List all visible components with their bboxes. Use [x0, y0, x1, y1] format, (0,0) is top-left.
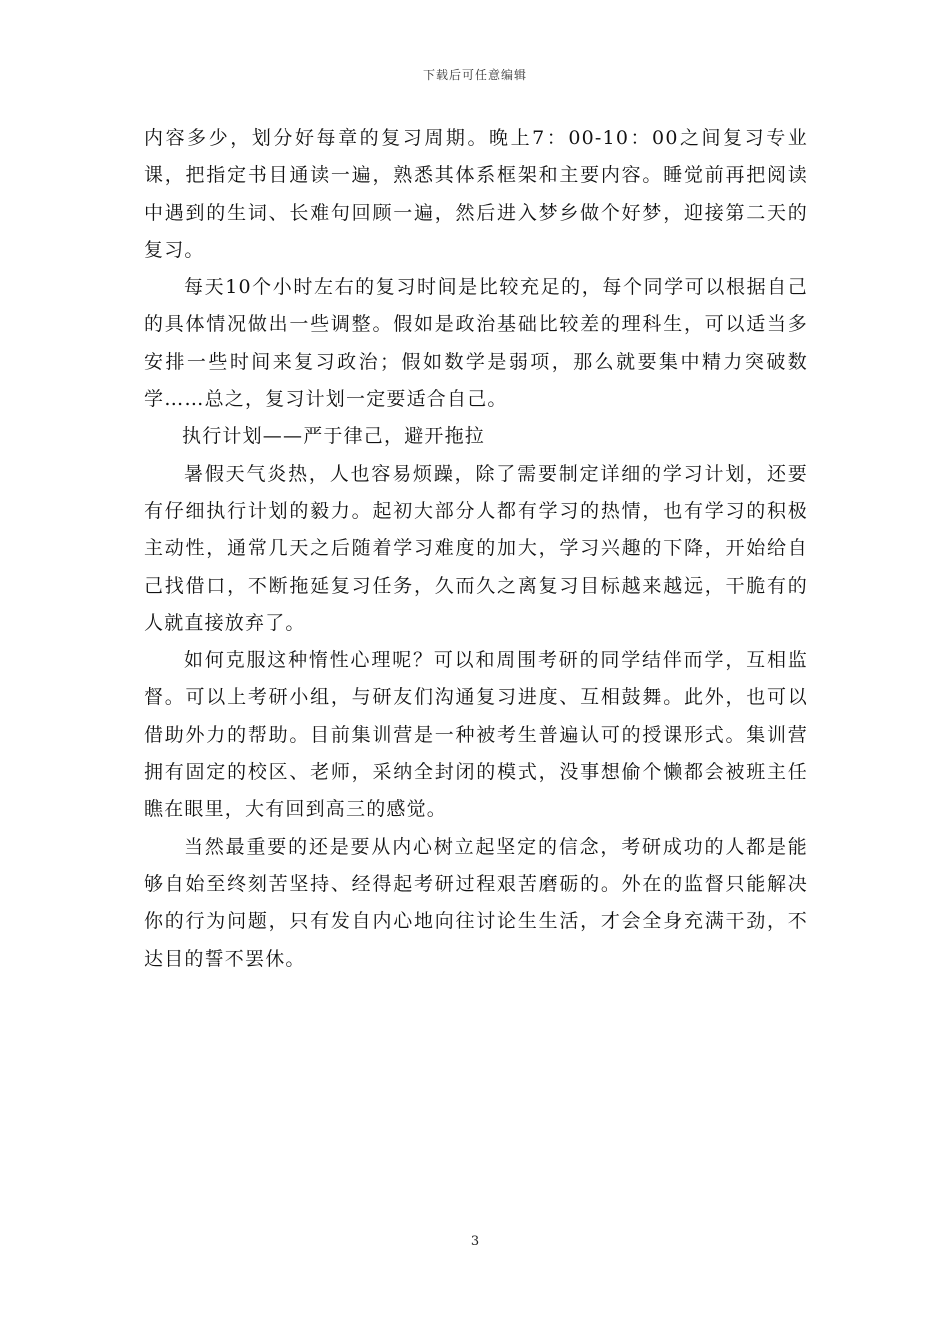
paragraph-summer-discipline: 暑假天气炎热，人也容易烦躁，除了需要制定详细的学习计划，还要有仔细执行计划的毅力。起初大部分人都有学习的热情，也有学习的积极主动性，通常几天之后随着学习难度的加大，学习兴趣的下降，开始给自己找借口，不断拖延复习任务，久而久之离复习目标越来越远，干脆有的人就直接放弃了。 — [144, 462, 808, 634]
paragraph-study-hours: 每天10个小时左右的复习时间是比较充足的，每个同学可以根据自己的具体情况做出一些调整。假如是政治基础比较差的理科生，可以适当多安排一些时间来复习政治；假如数学是弱项，那么就要集中精力突破数学……总之，复习计划一定要适合自己。 — [144, 276, 808, 411]
paragraph-continuation: 内容多少，划分好每章的复习周期。晚上7：00-10：00之间复习专业课，把指定书目通读一遍，熟悉其体系框架和主要内容。睡觉前再把阅读中遇到的生词、长难句回顾一遍，然后进入梦乡做个好梦，迎接第二天的复习。 — [144, 127, 808, 261]
paragraph-inner-belief: 当然最重要的还是要从内心树立起坚定的信念，考研成功的人都是能够自始至终刻苦坚持、经得起考研过程艰苦磨砺的。外在的监督只能解决你的行为问题，只有发自内心地向往讨论生生活，才会全身充满干劲，不达目的誓不罢休。 — [144, 835, 808, 970]
page-number: 3 — [470, 1234, 480, 1249]
document-body — [144, 120, 808, 978]
section-heading: 执行计划——严于律己，避开拖拉 — [182, 425, 486, 448]
page-header: 下载后可任意编辑 — [422, 68, 527, 82]
paragraph-overcome-laziness: 如何克服这种惰性心理呢？可以和周围考研的同学结伴而学，互相监督。可以上考研小组，与研友们沟通复习进度、互相鼓舞。此外，也可以借助外力的帮助。目前集训营是一种被考生普遍认可的授课形式。集训营拥有固定的校区、老师，采纳全封闭的模式，没事想偷个懒都会被班主任瞧在眼里，大有回到高三的感觉。 — [144, 649, 808, 821]
